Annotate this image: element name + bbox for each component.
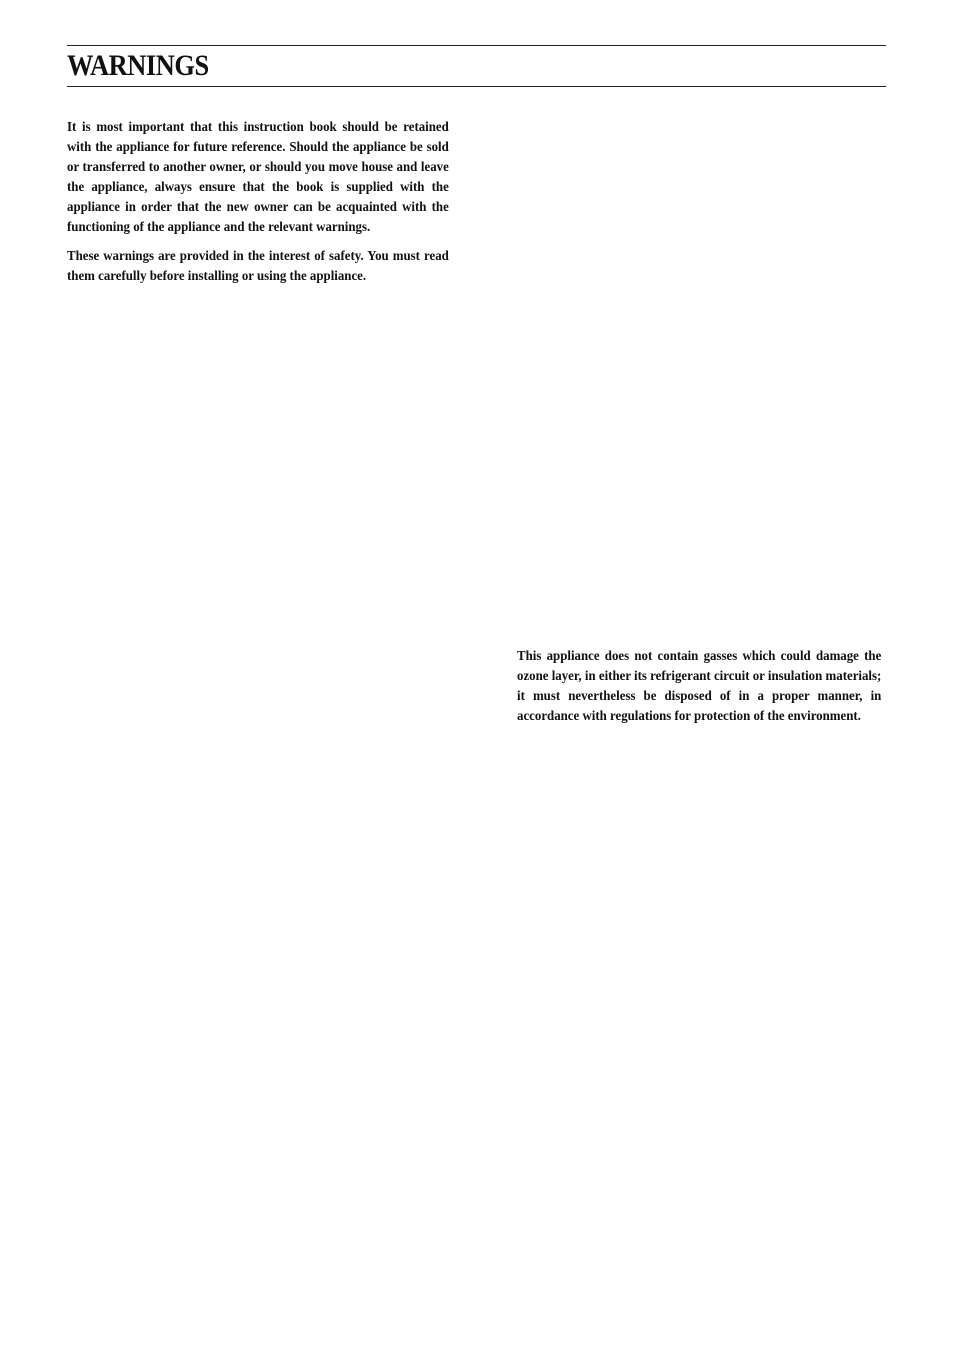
intro-paragraph: It is most important that this instruction book should be retained with the appliance for future reference. Should the appliance be sold or transferred to another owner, or should you move house and leave the appliance, always ensure that the book is supplied with the appliance in order that the new owner can be acquainted with the functioning of the appliance and the relevant warnings.	[67, 120, 449, 235]
header-rule-top	[67, 45, 886, 46]
environment-paragraph: This appliance does not contain gasses which could damage the ozone layer, in either its refrigerant circuit or insulation materials; it must nevertheless be disposed of in a proper manner, in accordance with regulations for protection of the environment.	[517, 649, 882, 724]
left-column	[67, 118, 449, 287]
header-rule-bottom	[67, 86, 886, 87]
safety-paragraph: These warnings are provided in the interest of safety. You must read them carefully before installing or using the appliance.	[67, 249, 449, 284]
page-title: WARNINGS	[67, 49, 209, 82]
right-column	[517, 647, 881, 727]
